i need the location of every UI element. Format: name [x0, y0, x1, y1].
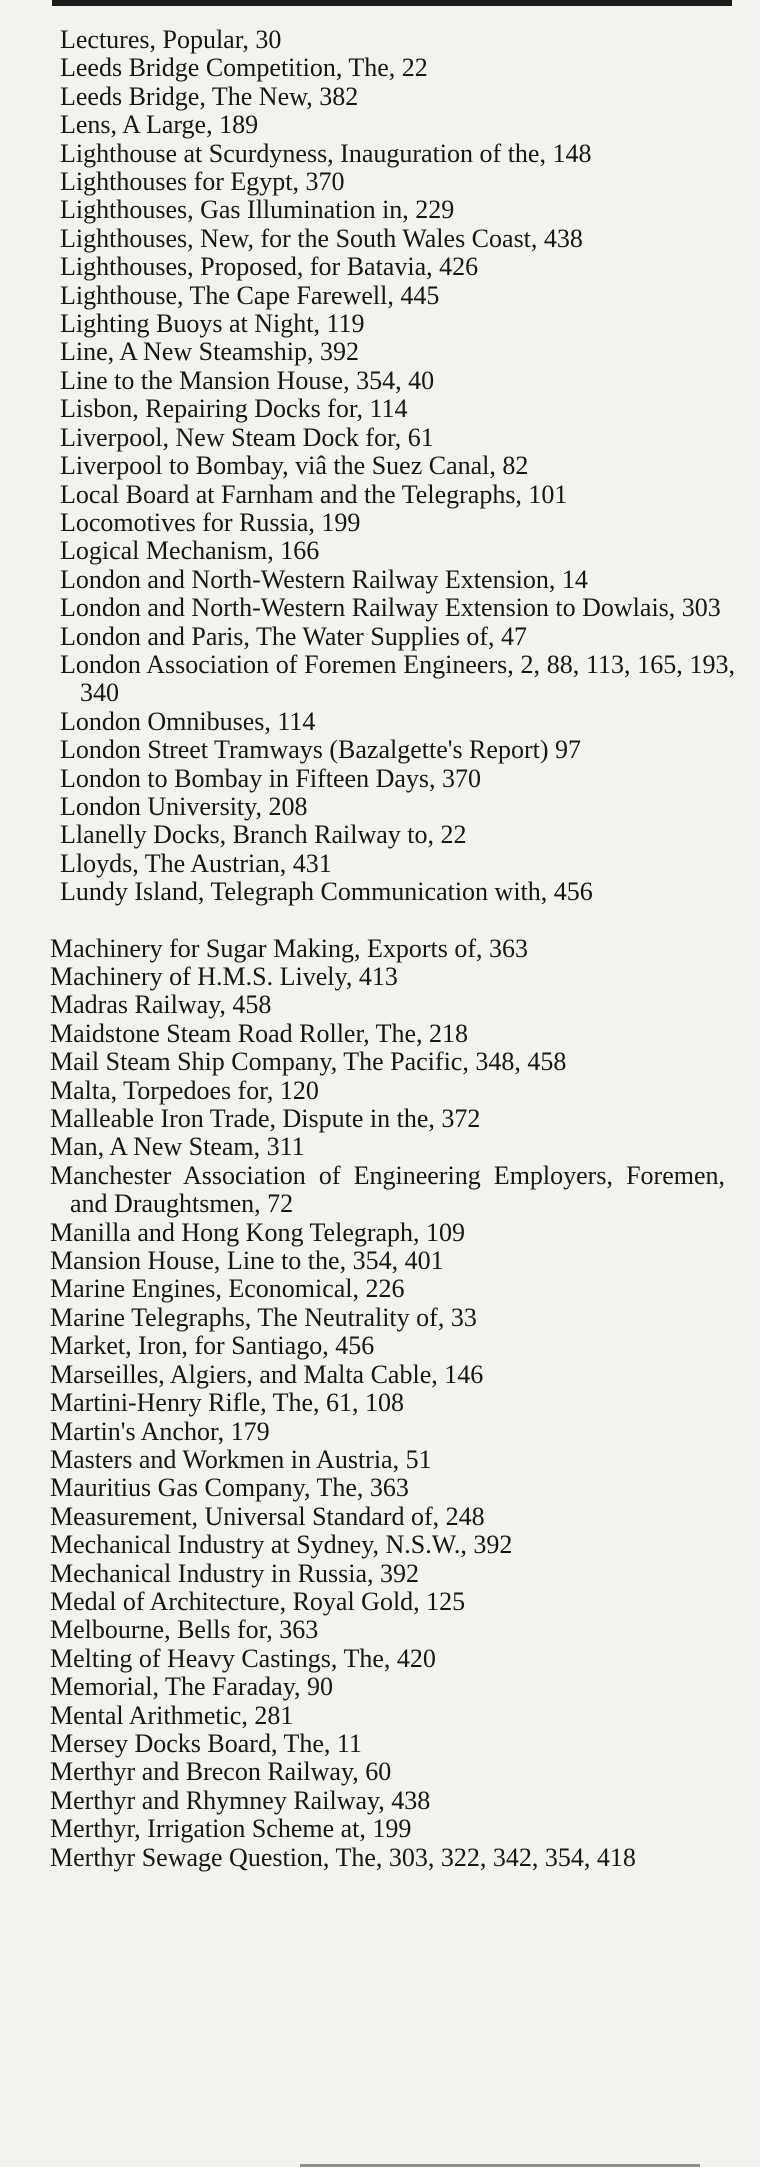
index-entry: Lectures, Popular, 30 [60, 25, 282, 54]
index-entry: Mail Steam Ship Company, The Pacific, 348, 458 [50, 1047, 567, 1077]
index-entry: Lloyds, The Austrian, 431 [60, 848, 332, 878]
index-entry: Machinery of H.M.S. Lively, 413 [50, 962, 398, 991]
index-entry: Merthyr and Rhymney Railway, 438 [50, 1785, 431, 1815]
index-entry: Lighthouse, The Cape Farewell, 445 [60, 280, 440, 310]
index-entry: Lighting Buoys at Night, 119 [60, 309, 365, 339]
index-entry: Melting of Heavy Castings, The, 420 [50, 1643, 436, 1673]
index-entry: Market, Iron, for Santiago, 456 [50, 1331, 375, 1361]
index-entry: Lighthouses, Proposed, for Batavia, 426 [60, 252, 479, 282]
index-entry: Manilla and Hong Kong Telegraph, 109 [50, 1217, 466, 1247]
section-gap [0, 907, 760, 935]
index-entry: Malleable Iron Trade, Dispute in the, 372 [50, 1104, 481, 1134]
index-entry: Lighthouses for Egypt, 370 [60, 167, 345, 197]
index-entry: Mauritius Gas Company, The, 363 [50, 1473, 409, 1503]
index-entry: Merthyr, Irrigation Scheme at, 199 [50, 1814, 412, 1844]
index-entry: Logical Mechanism, 166 [60, 536, 320, 566]
index-entry: London Omnibuses, 114 [60, 706, 316, 736]
index-entry: Lighthouses, Gas Illumination in, 229 [60, 195, 455, 225]
index-entry: Masters and Workmen in Austria, 51 [50, 1444, 432, 1474]
index-entry: Lighthouses, New, for the South Wales Coast, 438 [60, 223, 583, 253]
index-entry: Madras Railway, 458 [50, 990, 272, 1020]
index-entry: Martini-Henry Rifle, The, 61, 108 [50, 1388, 405, 1418]
index-list [0, 26, 760, 1872]
index-entry: Liverpool, New Steam Dock for, 61 [60, 422, 434, 452]
index-entry: Malta, Torpedoes for, 120 [50, 1075, 319, 1105]
index-entry: Mersey Docks Board, The, 11 [50, 1728, 362, 1758]
index-section-l [0, 26, 760, 907]
index-entry: Mechanical Industry in Russia, 392 [50, 1558, 419, 1588]
index-entry: Lundy Island, Telegraph Communication with, 456 [60, 877, 593, 907]
index-entry: London and North-Western Railway Extension, 14 [60, 564, 588, 594]
index-entry: Mechanical Industry at Sydney, N.S.W., 392 [50, 1530, 513, 1560]
index-entry: Measurement, Universal Standard of, 248 [50, 1501, 485, 1531]
index-entry: Melbourne, Bells for, 363 [50, 1615, 319, 1645]
index-entry: London Street Tramways (Bazalgette's Report) 97 [60, 735, 581, 765]
index-entry: London Association of Foremen Engineers, 2, 88, 113, 165, 193, 340 [60, 649, 735, 708]
index-entry: London and North-Western Railway Extension to Dowlais, 303 [60, 593, 721, 623]
index-entry: London and Paris, The Water Supplies of, 47 [60, 621, 528, 651]
index-entry: Llanelly Docks, Branch Railway to, 22 [60, 820, 467, 850]
index-entry: Medal of Architecture, Royal Gold, 125 [50, 1586, 466, 1616]
index-entry: Line to the Mansion House, 354, 40 [60, 365, 435, 395]
index-entry: Man, A New Steam, 311 [50, 1132, 305, 1162]
index-entry: Leeds Bridge Competition, The, 22 [60, 53, 428, 83]
index-entry: Lighthouse at Scurdyness, Inauguration of the, 148 [60, 138, 592, 168]
index-entry: Marine Telegraphs, The Neutrality of, 33 [50, 1302, 477, 1332]
index-entry: Lens, A Large, 189 [60, 110, 259, 140]
index-entry: Mansion House, Line to the, 354, 401 [50, 1246, 444, 1276]
index-entry: Martin's Anchor, 179 [50, 1416, 270, 1446]
index-entry: Marine Engines, Economical, 226 [50, 1274, 405, 1304]
index-entry: Memorial, The Faraday, 90 [50, 1672, 334, 1702]
index-entry: Maidstone Steam Road Roller, The, 218 [50, 1018, 469, 1048]
index-entry: Locomotives for Russia, 199 [60, 507, 361, 537]
index-entry: Merthyr Sewage Question, The, 303, 322, 342, 354, 418 [50, 1842, 636, 1872]
index-entry: Marseilles, Algiers, and Malta Cable, 146 [50, 1359, 484, 1389]
index-entry: Merthyr and Brecon Railway, 60 [50, 1757, 392, 1787]
index-entry: London to Bombay in Fifteen Days, 370 [60, 763, 482, 793]
index-entry: London University, 208 [60, 791, 308, 821]
index-entry: Mental Arithmetic, 281 [50, 1700, 294, 1730]
index-section-m [0, 935, 760, 1872]
index-entry: Machinery for Sugar Making, Exports of, 363 [50, 933, 529, 963]
index-entry: Liverpool to Bombay, viâ the Suez Canal, 82 [60, 451, 529, 481]
top-rule [52, 0, 732, 6]
index-entry: Line, A New Steamship, 392 [60, 337, 359, 367]
index-entry: Leeds Bridge, The New, 382 [60, 81, 359, 111]
index-entry: Local Board at Farnham and the Telegraphs, 101 [60, 479, 568, 509]
index-entry: Manchester Association of Engineering Employers, Foremen, and Draughtsmen, 72 [50, 1160, 725, 1219]
index-entry: Lisbon, Repairing Docks for, 114 [60, 394, 408, 424]
